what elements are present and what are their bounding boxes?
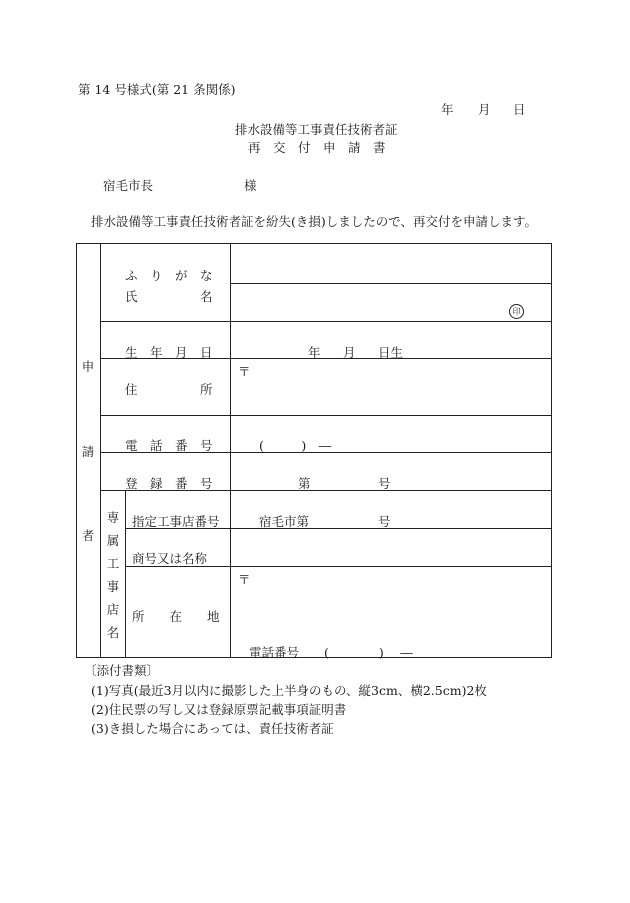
- birth-label: 生 年 月 日: [125, 345, 213, 360]
- shop-label-2: 属: [106, 533, 120, 548]
- address-postal-mark: 〒: [238, 364, 251, 379]
- seal-mark-icon: 印: [509, 304, 524, 319]
- applicant-label-3: 者: [81, 528, 95, 543]
- applicant-label-1: 申: [81, 359, 95, 374]
- statement: 排水設備等工事責任技術者証を紛失(き損)しましたので、再交付を申請します。: [91, 214, 538, 229]
- shop-label-1: 専: [106, 510, 120, 525]
- registration-label: 登 録 番 号: [125, 476, 213, 491]
- addressee-honorific: 様: [244, 178, 257, 193]
- registration-suffix: 号: [378, 476, 391, 491]
- attachments-heading: 〔添付書類〕: [84, 663, 160, 678]
- applicant-label-2: 請: [81, 444, 95, 459]
- shop-number-suffix: 号: [378, 514, 391, 529]
- furigana-label: ふ り が な: [125, 268, 213, 283]
- phone-label: 電 話 番 号: [125, 438, 213, 453]
- birth-month: 月: [343, 345, 356, 360]
- attachment-item: (2)住民票の写し又は登録原票記載事項証明書: [91, 702, 347, 717]
- location-label: 所 在 地: [132, 609, 220, 624]
- shop-number-label: 指定工事店番号: [132, 514, 220, 529]
- attachment-item: (1)写真(最近3月以内に撮影した上半身のもの、縦3cm、横2.5cm)2枚: [91, 683, 487, 698]
- shop-label-4: 事: [106, 579, 120, 594]
- shop-label-3: 工: [106, 556, 120, 571]
- addressee-name: 宿毛市長: [103, 178, 154, 193]
- trade-name-label: 商号又は名称: [132, 551, 208, 566]
- registration-prefix: 第: [298, 476, 311, 491]
- title-line-1: 排水設備等工事責任技術者証: [235, 122, 398, 137]
- name-label: 氏 名: [125, 289, 213, 304]
- birth-year: 年: [308, 345, 321, 360]
- location-phone: 電話番号 ( ) ―: [249, 645, 413, 660]
- shop-label-6: 名: [106, 625, 120, 640]
- title-line-2: 再 交 付 申 請 書: [248, 140, 386, 155]
- location-postal-mark: 〒: [238, 572, 251, 587]
- address-label: 住 所: [125, 382, 213, 397]
- shop-number-prefix: 宿毛市第: [259, 514, 310, 529]
- attachment-item: (3)き損した場合にあっては、責任技術者証: [91, 721, 334, 736]
- date-day: 日: [513, 102, 526, 117]
- date-year: 年: [441, 102, 454, 117]
- shop-label-5: 店: [106, 602, 120, 617]
- phone-value: ( ) ―: [259, 438, 332, 453]
- date-month: 月: [478, 102, 491, 117]
- form-number: 第 14 号様式(第 21 条関係): [78, 82, 236, 97]
- birth-suffix: 日生: [378, 345, 404, 360]
